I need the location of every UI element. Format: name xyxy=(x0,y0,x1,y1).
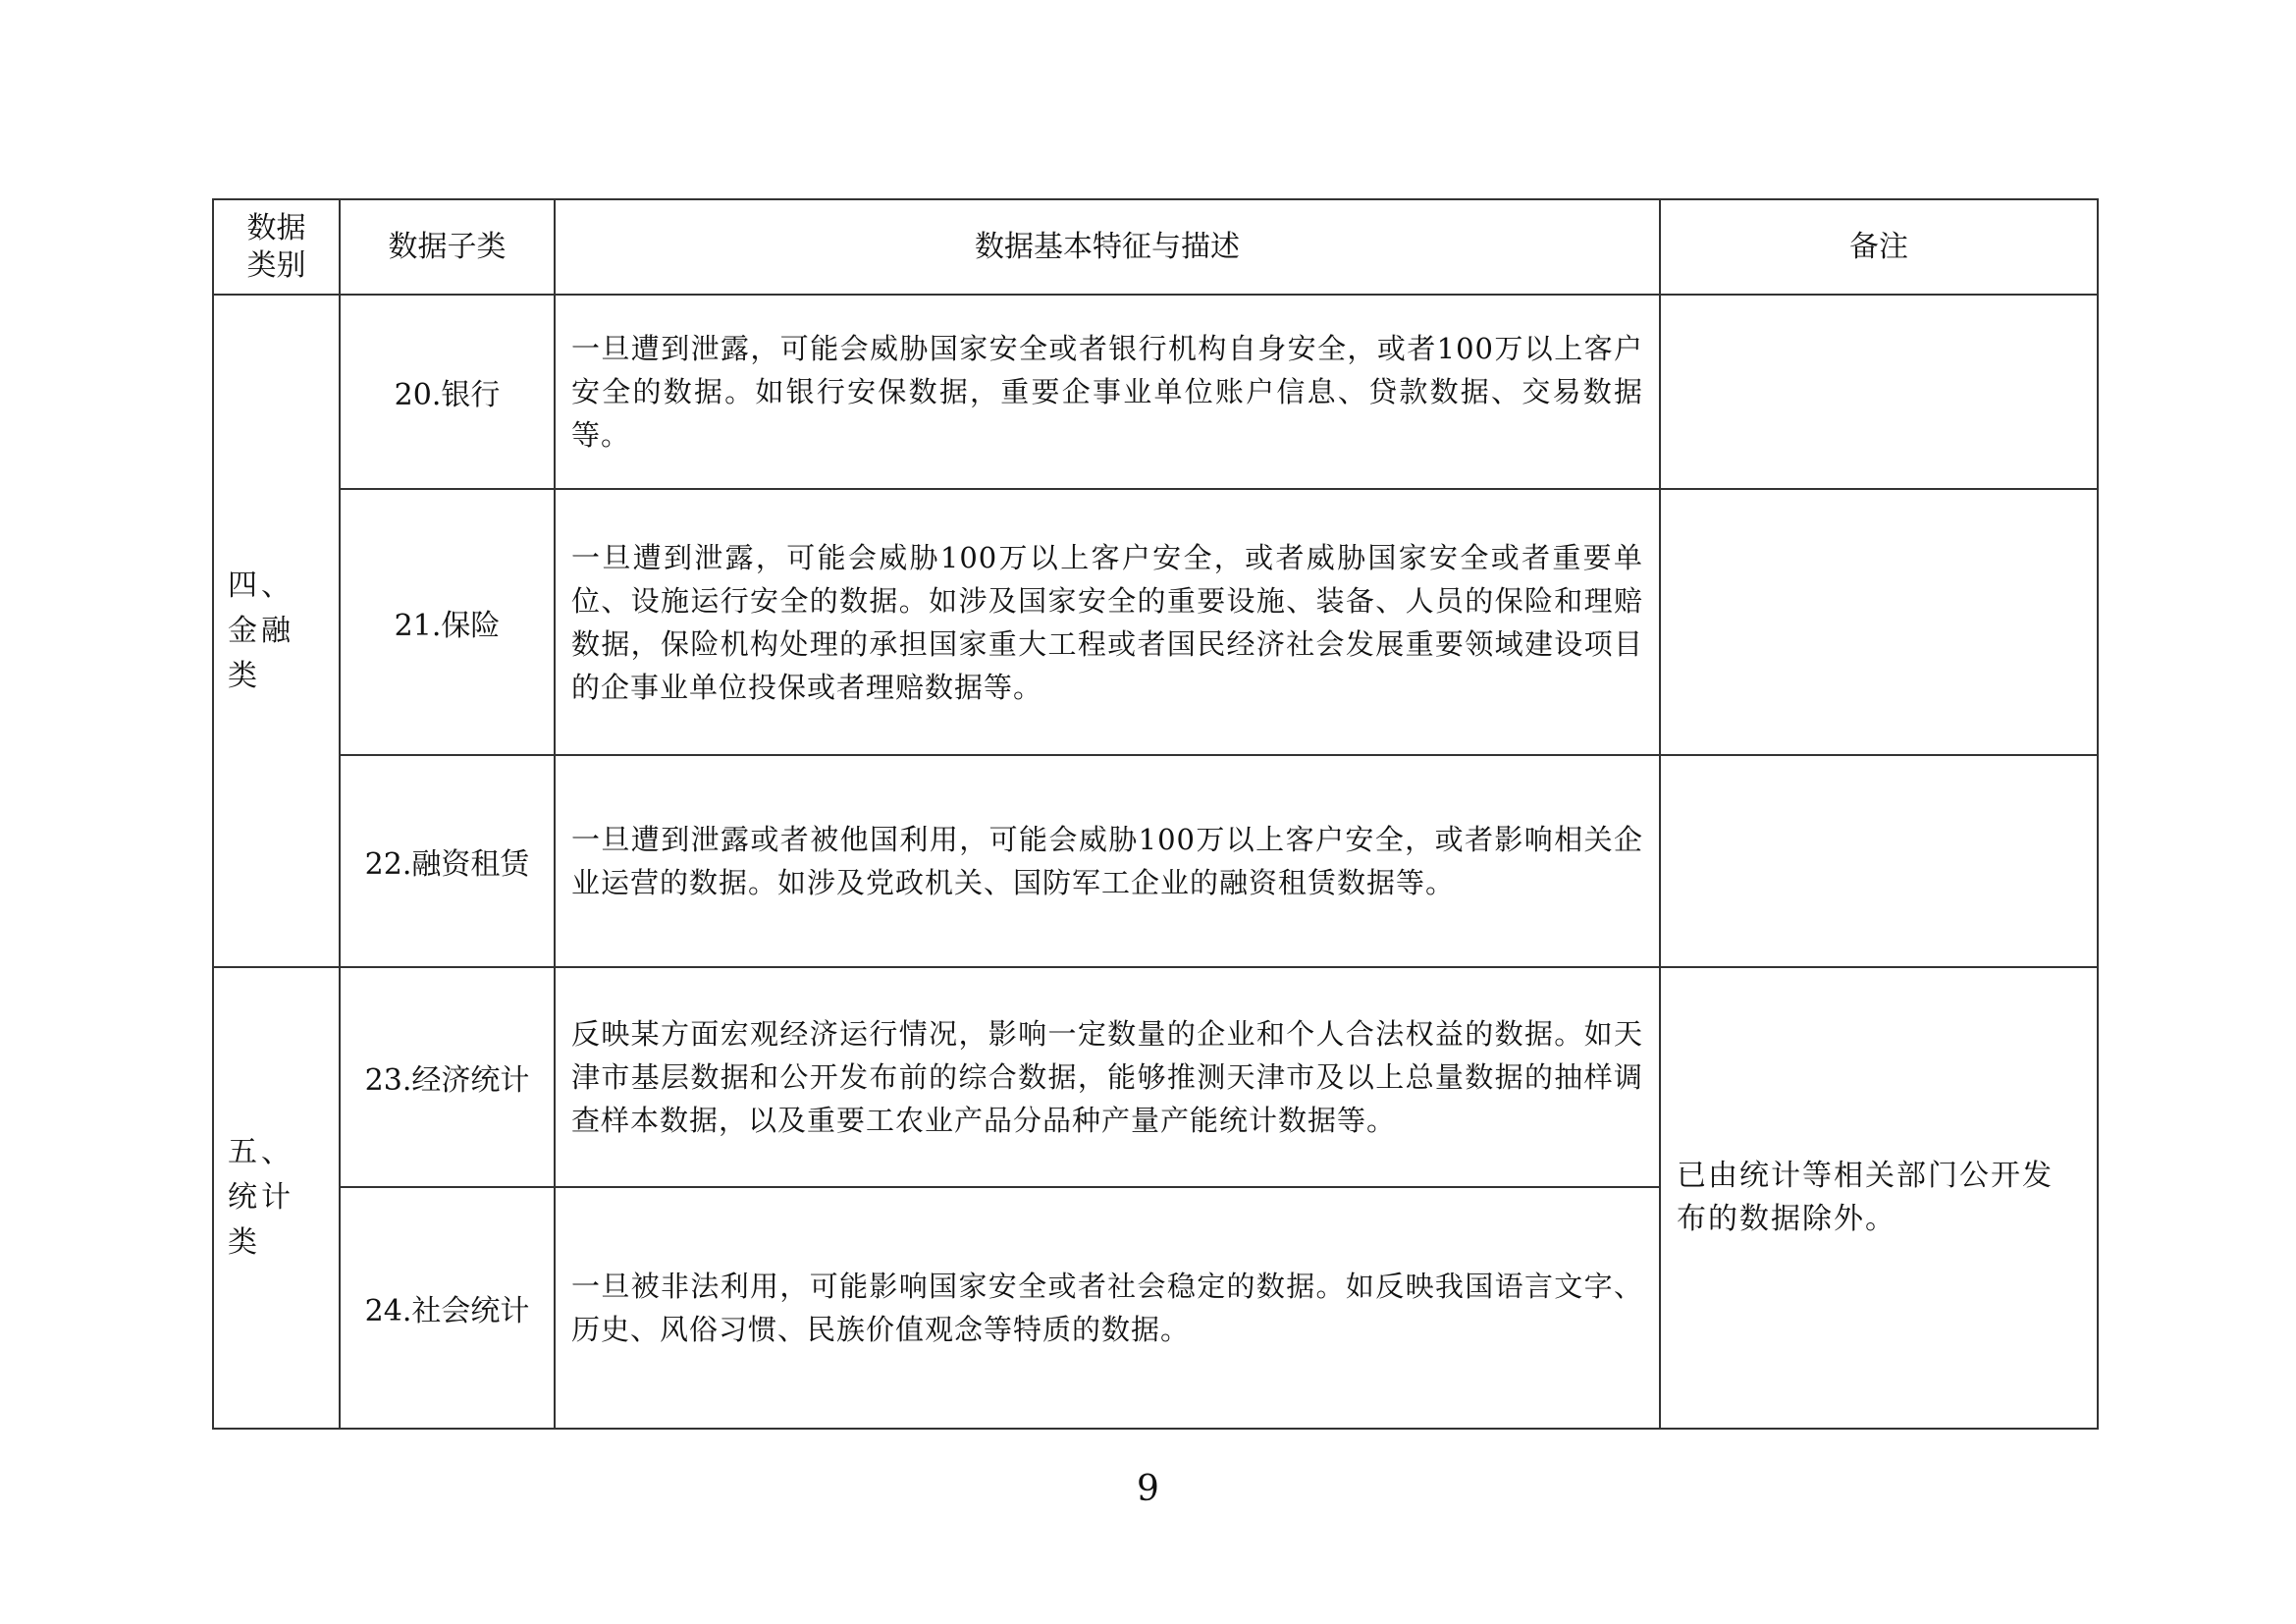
table-row xyxy=(213,755,2098,967)
table-header-row xyxy=(213,199,2098,295)
note-cell xyxy=(1660,755,2098,967)
header-subcategory: 数据子类 xyxy=(340,199,555,295)
note-cell xyxy=(1660,489,2098,755)
page-number: 9 xyxy=(1137,1469,1159,1509)
category-cell-finance: 四、金融类 xyxy=(213,295,340,967)
note-cell-statistics: 已由统计等相关部门公开发布的数据除外。 xyxy=(1660,967,2098,1429)
note-cell xyxy=(1660,295,2098,489)
description-cell: 一旦被非法利用，可能影响国家安全或者社会稳定的数据。如反映我国语言文字、历史、风俗习惯、民族价值观念等特质的数据。 xyxy=(555,1187,1660,1429)
description-cell: 一旦遭到泄露，可能会威胁100万以上客户安全，或者威胁国家安全或者重要单位、设施运行安全的数据。如涉及国家安全的重要设施、装备、人员的保险和理赔数据，保险机构处理的承担国家重大工程或者国民经济社会发展重要领域建设项目的企事业单位投保或者理赔数据等。 xyxy=(555,489,1660,755)
subcategory-cell: 24.社会统计 xyxy=(340,1187,555,1429)
subcategory-cell: 20.银行 xyxy=(340,295,555,489)
table-row xyxy=(213,967,2098,1187)
header-note: 备注 xyxy=(1660,199,2098,295)
category-cell-statistics: 五、统计类 xyxy=(213,967,340,1429)
table-row xyxy=(213,295,2098,489)
header-category: 数据类别 xyxy=(213,199,340,295)
subcategory-cell: 22.融资租赁 xyxy=(340,755,555,967)
description-cell: 一旦遭到泄露，可能会威胁国家安全或者银行机构自身安全，或者100万以上客户安全的数据。如银行安保数据，重要企事业单位账户信息、贷款数据、交易数据等。 xyxy=(555,295,1660,489)
data-classification-table xyxy=(212,198,2099,1430)
description-cell: 一旦遭到泄露或者被他国利用，可能会威胁100万以上客户安全，或者影响相关企业运营的数据。如涉及党政机关、国防军工企业的融资租赁数据等。 xyxy=(555,755,1660,967)
header-description: 数据基本特征与描述 xyxy=(555,199,1660,295)
table-row xyxy=(213,489,2098,755)
subcategory-cell: 21.保险 xyxy=(340,489,555,755)
subcategory-cell: 23.经济统计 xyxy=(340,967,555,1187)
description-cell: 反映某方面宏观经济运行情况，影响一定数量的企业和个人合法权益的数据。如天津市基层数据和公开发布前的综合数据，能够推测天津市及以上总量数据的抽样调查样本数据，以及重要工农业产品分品种产量产能统计数据等。 xyxy=(555,967,1660,1187)
